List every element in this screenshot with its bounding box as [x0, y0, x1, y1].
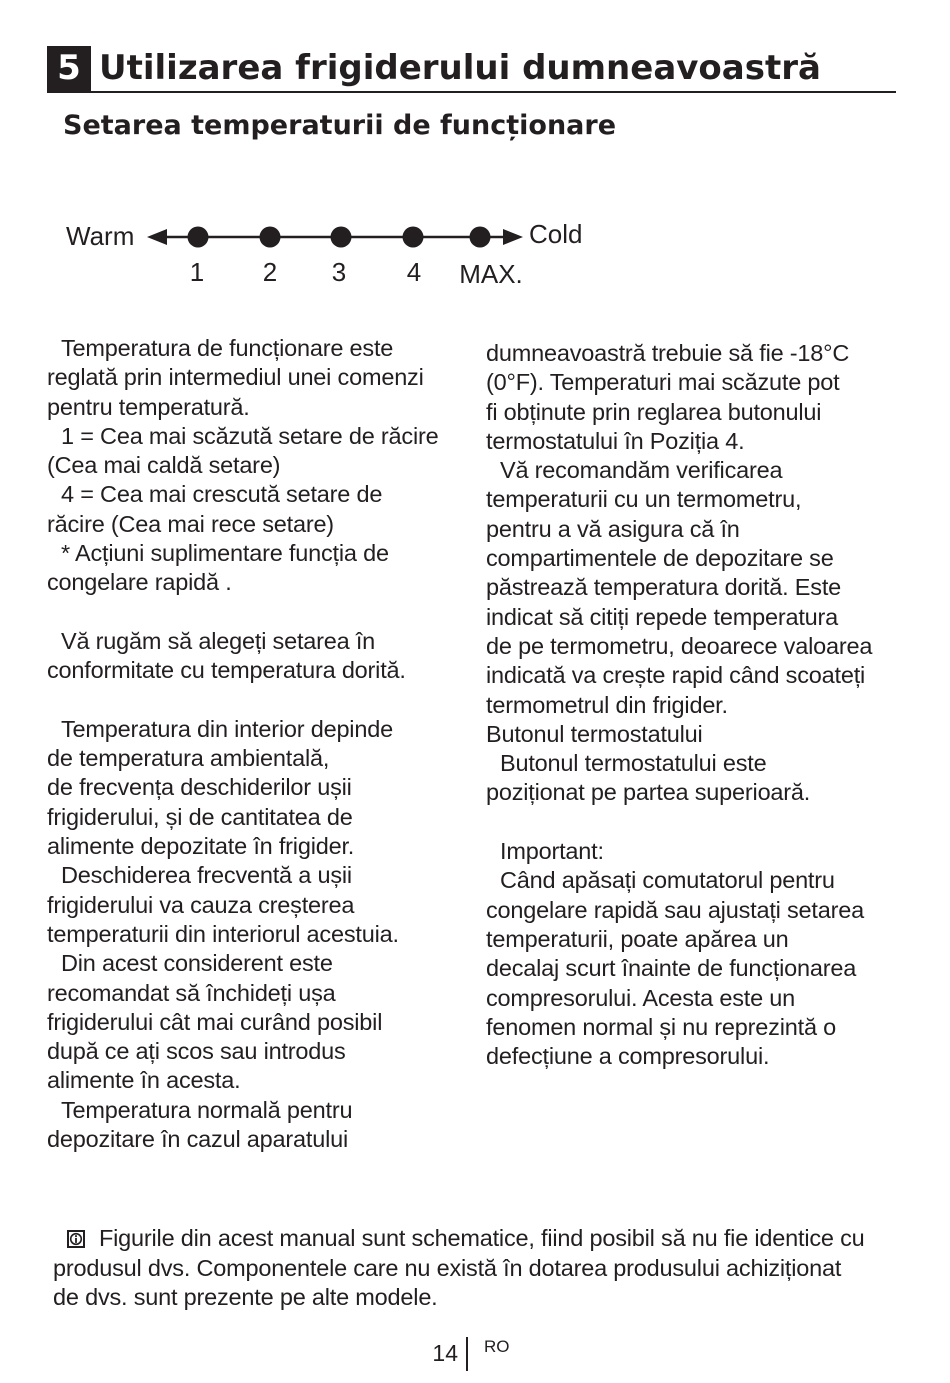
- text-line: Important:: [500, 838, 604, 865]
- text-line: alimente în acesta.: [47, 1067, 241, 1094]
- note-line: de dvs. sunt prezente pe alte modele.: [53, 1284, 438, 1311]
- text-line: reglată prin intermediul unei comenzi: [47, 364, 424, 391]
- footer-divider: [466, 1337, 468, 1371]
- text-line: Butonul termostatului: [486, 720, 703, 747]
- info-icon: [67, 1230, 85, 1248]
- text-line: Vă rugăm să alegeți setarea în: [61, 627, 376, 654]
- text-line: compresorului. Acesta este un: [486, 984, 796, 1011]
- page-footer: [0, 1333, 950, 1373]
- language-code: RO: [484, 1337, 510, 1356]
- text-line: frigiderului va cauza creșterea: [47, 891, 355, 918]
- text-line: fi obținute prin reglarea butonului: [486, 398, 822, 425]
- text-line: congelare rapidă .: [47, 569, 232, 596]
- temperature-scale-diagram: [60, 215, 600, 295]
- scale-position-label: 1: [189, 257, 205, 287]
- text-line: recomandat să închideți ușa: [47, 979, 336, 1006]
- text-line: indicată va crește rapid când scoateți: [486, 662, 866, 689]
- info-note: [53, 1224, 913, 1313]
- text-line: congelare rapidă sau ajustați setarea: [486, 896, 864, 923]
- scale-position-label: 4: [406, 257, 422, 287]
- text-line: Temperatura din interior depinde: [61, 715, 393, 742]
- scale-left-arrow-icon: [147, 229, 167, 245]
- text-line: 4 = Cea mai crescută setare de: [61, 481, 383, 508]
- text-line: păstrează temperatura dorită. Este: [486, 574, 842, 601]
- text-line: frigiderului, și de cantitatea de: [47, 803, 353, 830]
- text-line: pentru temperatură.: [47, 393, 250, 420]
- text-line: Butonul termostatului este: [500, 750, 767, 777]
- page-number: 14: [432, 1340, 458, 1366]
- chapter-header: [47, 46, 896, 93]
- text-line: frigiderului cât mai curând posibil: [47, 1008, 383, 1035]
- chapter-number: 5: [47, 46, 91, 91]
- text-line: alimente depozitate în frigider.: [47, 833, 355, 860]
- scale-position-label: 2: [262, 257, 278, 287]
- text-line: compartimentele de depozitare se: [486, 545, 834, 572]
- scale-dot-max: [470, 227, 491, 248]
- text-line: 1 = Cea mai scăzută setare de răcire: [61, 422, 439, 449]
- text-line: Când apăsați comutatorul pentru: [500, 867, 835, 894]
- text-line: fenomen normal și nu reprezintă o: [486, 1013, 837, 1040]
- note-line: [53, 1224, 913, 1254]
- scale-dot-3: [331, 227, 352, 248]
- text-line: Vă recomandăm verificarea: [500, 457, 783, 484]
- text-line: indicat să citiți repede temperatura: [486, 603, 839, 630]
- scale-warm-label: Warm: [66, 221, 135, 251]
- text-line: după ce ați scos sau introdus: [47, 1038, 346, 1065]
- scale-position-label: MAX.: [459, 259, 523, 289]
- text-line: temperaturii cu un termometru,: [486, 486, 802, 513]
- text-line: răcire (Cea mai rece setare): [47, 510, 334, 537]
- text-line: Temperatura normală pentru: [61, 1096, 353, 1123]
- text-line: dumneavoastră trebuie să fie -18°C: [486, 340, 850, 366]
- text-line: depozitare în cazul aparatului: [47, 1126, 349, 1153]
- scale-position-label: 3: [331, 257, 347, 287]
- right-text-column: [486, 339, 906, 1071]
- note-text: Figurile din acest manual sunt schematice, fiind posibil să nu fie identice cu: [99, 1225, 865, 1251]
- scale-dot-2: [260, 227, 281, 248]
- text-line: conformitate cu temperatura dorită.: [47, 657, 406, 684]
- paragraph-gap: [47, 598, 467, 627]
- text-line: defecțiune a compresorului.: [486, 1043, 770, 1070]
- scale-right-arrow-icon: [503, 229, 523, 245]
- text-line: termometrul din frigider.: [486, 691, 728, 718]
- text-line: de temperatura ambientală,: [47, 745, 330, 772]
- chapter-title: Utilizarea frigiderului dumneavoastră: [99, 48, 821, 88]
- text-line: termostatului în Poziția 4.: [486, 427, 745, 454]
- scale-cold-label: Cold: [529, 219, 583, 249]
- text-line: Din acest considerent este: [61, 950, 333, 977]
- left-text-column: [47, 334, 467, 1154]
- text-line: pentru a vă asigura că în: [486, 515, 740, 542]
- text-line: (0°F). Temperaturi mai scăzute pot: [486, 369, 840, 396]
- text-line: de pe termometru, deoarece valoarea: [486, 632, 873, 659]
- text-line: * Acțiuni suplimentare funcția de: [61, 540, 389, 567]
- text-line: temperaturii, poate apărea un: [486, 925, 789, 952]
- paragraph-gap: [47, 686, 467, 715]
- scale-dot-1: [188, 227, 209, 248]
- text-line: decalaj scurt înainte de funcționarea: [486, 955, 857, 982]
- text-line: Temperatura de funcționare este: [61, 335, 394, 361]
- text-line: Deschiderea frecventă a ușii: [61, 862, 352, 889]
- text-line: poziționat pe partea superioară.: [486, 779, 811, 806]
- text-line: (Cea mai caldă setare): [47, 452, 281, 479]
- section-title: Setarea temperaturii de funcționare: [63, 110, 617, 141]
- note-line: produsul dvs. Componentele care nu există în dotarea produsului achiziționat: [53, 1254, 842, 1281]
- text-line: de frecvența deschiderilor ușii: [47, 774, 352, 801]
- paragraph-gap: [486, 808, 906, 837]
- text-line: temperaturii din interiorul acestuia.: [47, 920, 399, 947]
- scale-dot-4: [403, 227, 424, 248]
